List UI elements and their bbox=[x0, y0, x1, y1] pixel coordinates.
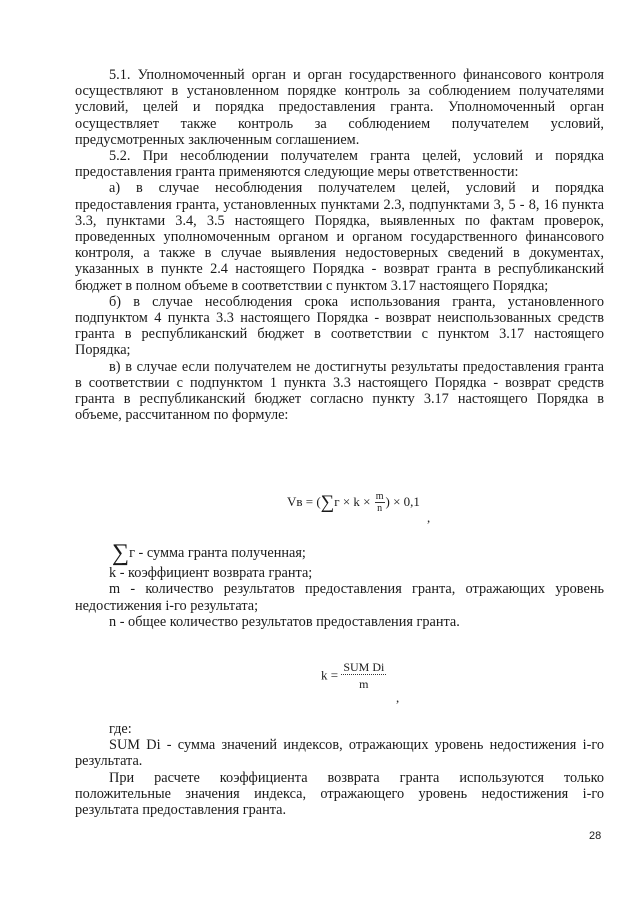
formula-vv-numerator: m bbox=[375, 491, 384, 502]
paragraph-5-2-v: в) в случае если получателем не достигнуты результаты предоставления гранта в соответствии с подпунктом 1 пункта 3.3 настоящего Порядка - возврат средств гранта в республиканский бюджет согласно пункту 3.17 настоящего Порядка в объеме, рассчитанном по формуле: bbox=[75, 358, 604, 424]
definition-k: k - коэффициент возврата гранта; bbox=[109, 565, 313, 582]
bottom-text-block bbox=[75, 721, 604, 818]
definition-sigma-var: г bbox=[129, 545, 135, 561]
formula-k-numerator: SUM Di bbox=[343, 660, 385, 674]
paragraph-5-2-a: а) в случае несоблюдения получателем целей, условий и порядка предоставления гранта, установленных пунктами 2.3, подпунктами 3, 5 - 8, 16 пункта 3.3, пунктами 3.4, 3.5 настоящего Порядка, выявленных по фактам проверок, проведенных уполномоченным органом и органом государственного финансового контроля, а также в случае выявления недостоверных сведений в документах, указанных в пункте 2.4 настоящего Порядка - возврат гранта в республиканский бюджет в полном объеме в соответствии с пунктом 3.17 настоящего Порядка; bbox=[75, 180, 604, 294]
formula-k-lhs: k = bbox=[321, 667, 339, 683]
formula-k-fraction bbox=[341, 660, 386, 693]
paragraph-where: где: bbox=[109, 721, 132, 737]
formula-vv bbox=[287, 491, 420, 515]
formula-k-comma: , bbox=[396, 690, 400, 705]
formula-vv-lhs: Vв = ( bbox=[287, 493, 321, 509]
page-number: 28 bbox=[589, 830, 602, 842]
definition-sigma bbox=[75, 540, 604, 566]
definitions-block bbox=[75, 540, 604, 630]
top-text-block bbox=[75, 67, 604, 423]
definition-sigma-symbol: ∑ bbox=[112, 540, 130, 566]
formula-vv-denominator: n bbox=[377, 503, 383, 514]
definition-n: n - общее количество результатов предоставления гранта. bbox=[109, 613, 460, 630]
definition-m: m - количество результатов предоставления гранта, отражающих уровень недостижения i-го результата; bbox=[75, 581, 604, 614]
formula-vv-mid: г × k × bbox=[334, 493, 371, 509]
formula-vv-comma: , bbox=[427, 510, 431, 525]
definition-sigma-text: - сумма гранта полученная; bbox=[134, 545, 306, 561]
paragraph-5-1: 5.1. Уполномоченный орган и орган государственного финансового контроля осуществляют в установленном порядке контроль за соблюдением получателями условий, целей и порядка предоставления гранта. Уполномоченный орган осуществляет также контроль за соблюдением получателем условий, предусмотренных заключенным соглашением. bbox=[75, 67, 604, 148]
formula-k-denominator: m bbox=[359, 677, 369, 691]
paragraph-5-2: 5.2. При несоблюдении получателем гранта целей, условий и порядка предоставления гранта применяются следующие меры ответственности: bbox=[75, 148, 604, 181]
paragraph-positive-values: При расчете коэффициента возврата гранта используются только положительные значения индекса, отражающего уровень недостижения i-го результата предоставления гранта. bbox=[75, 769, 604, 819]
paragraph-sum-di: SUM Di - сумма значений индексов, отражающих уровень недостижения i-го результата. bbox=[75, 737, 604, 770]
formula-vv-sigma: ∑ bbox=[320, 491, 335, 513]
paragraph-5-2-b: б) в случае несоблюдения срока использования гранта, установленного подпунктом 4 пункта 3.3 настоящего Порядка - возврат неиспользованных средств гранта в республиканский бюджет в соответствии с пунктом 3.17 настоящего Порядка; bbox=[75, 293, 604, 359]
formula-vv-rhs: ) × 0,1 bbox=[385, 493, 420, 509]
formula-vv-fraction bbox=[375, 491, 385, 515]
formula-k bbox=[321, 660, 386, 693]
